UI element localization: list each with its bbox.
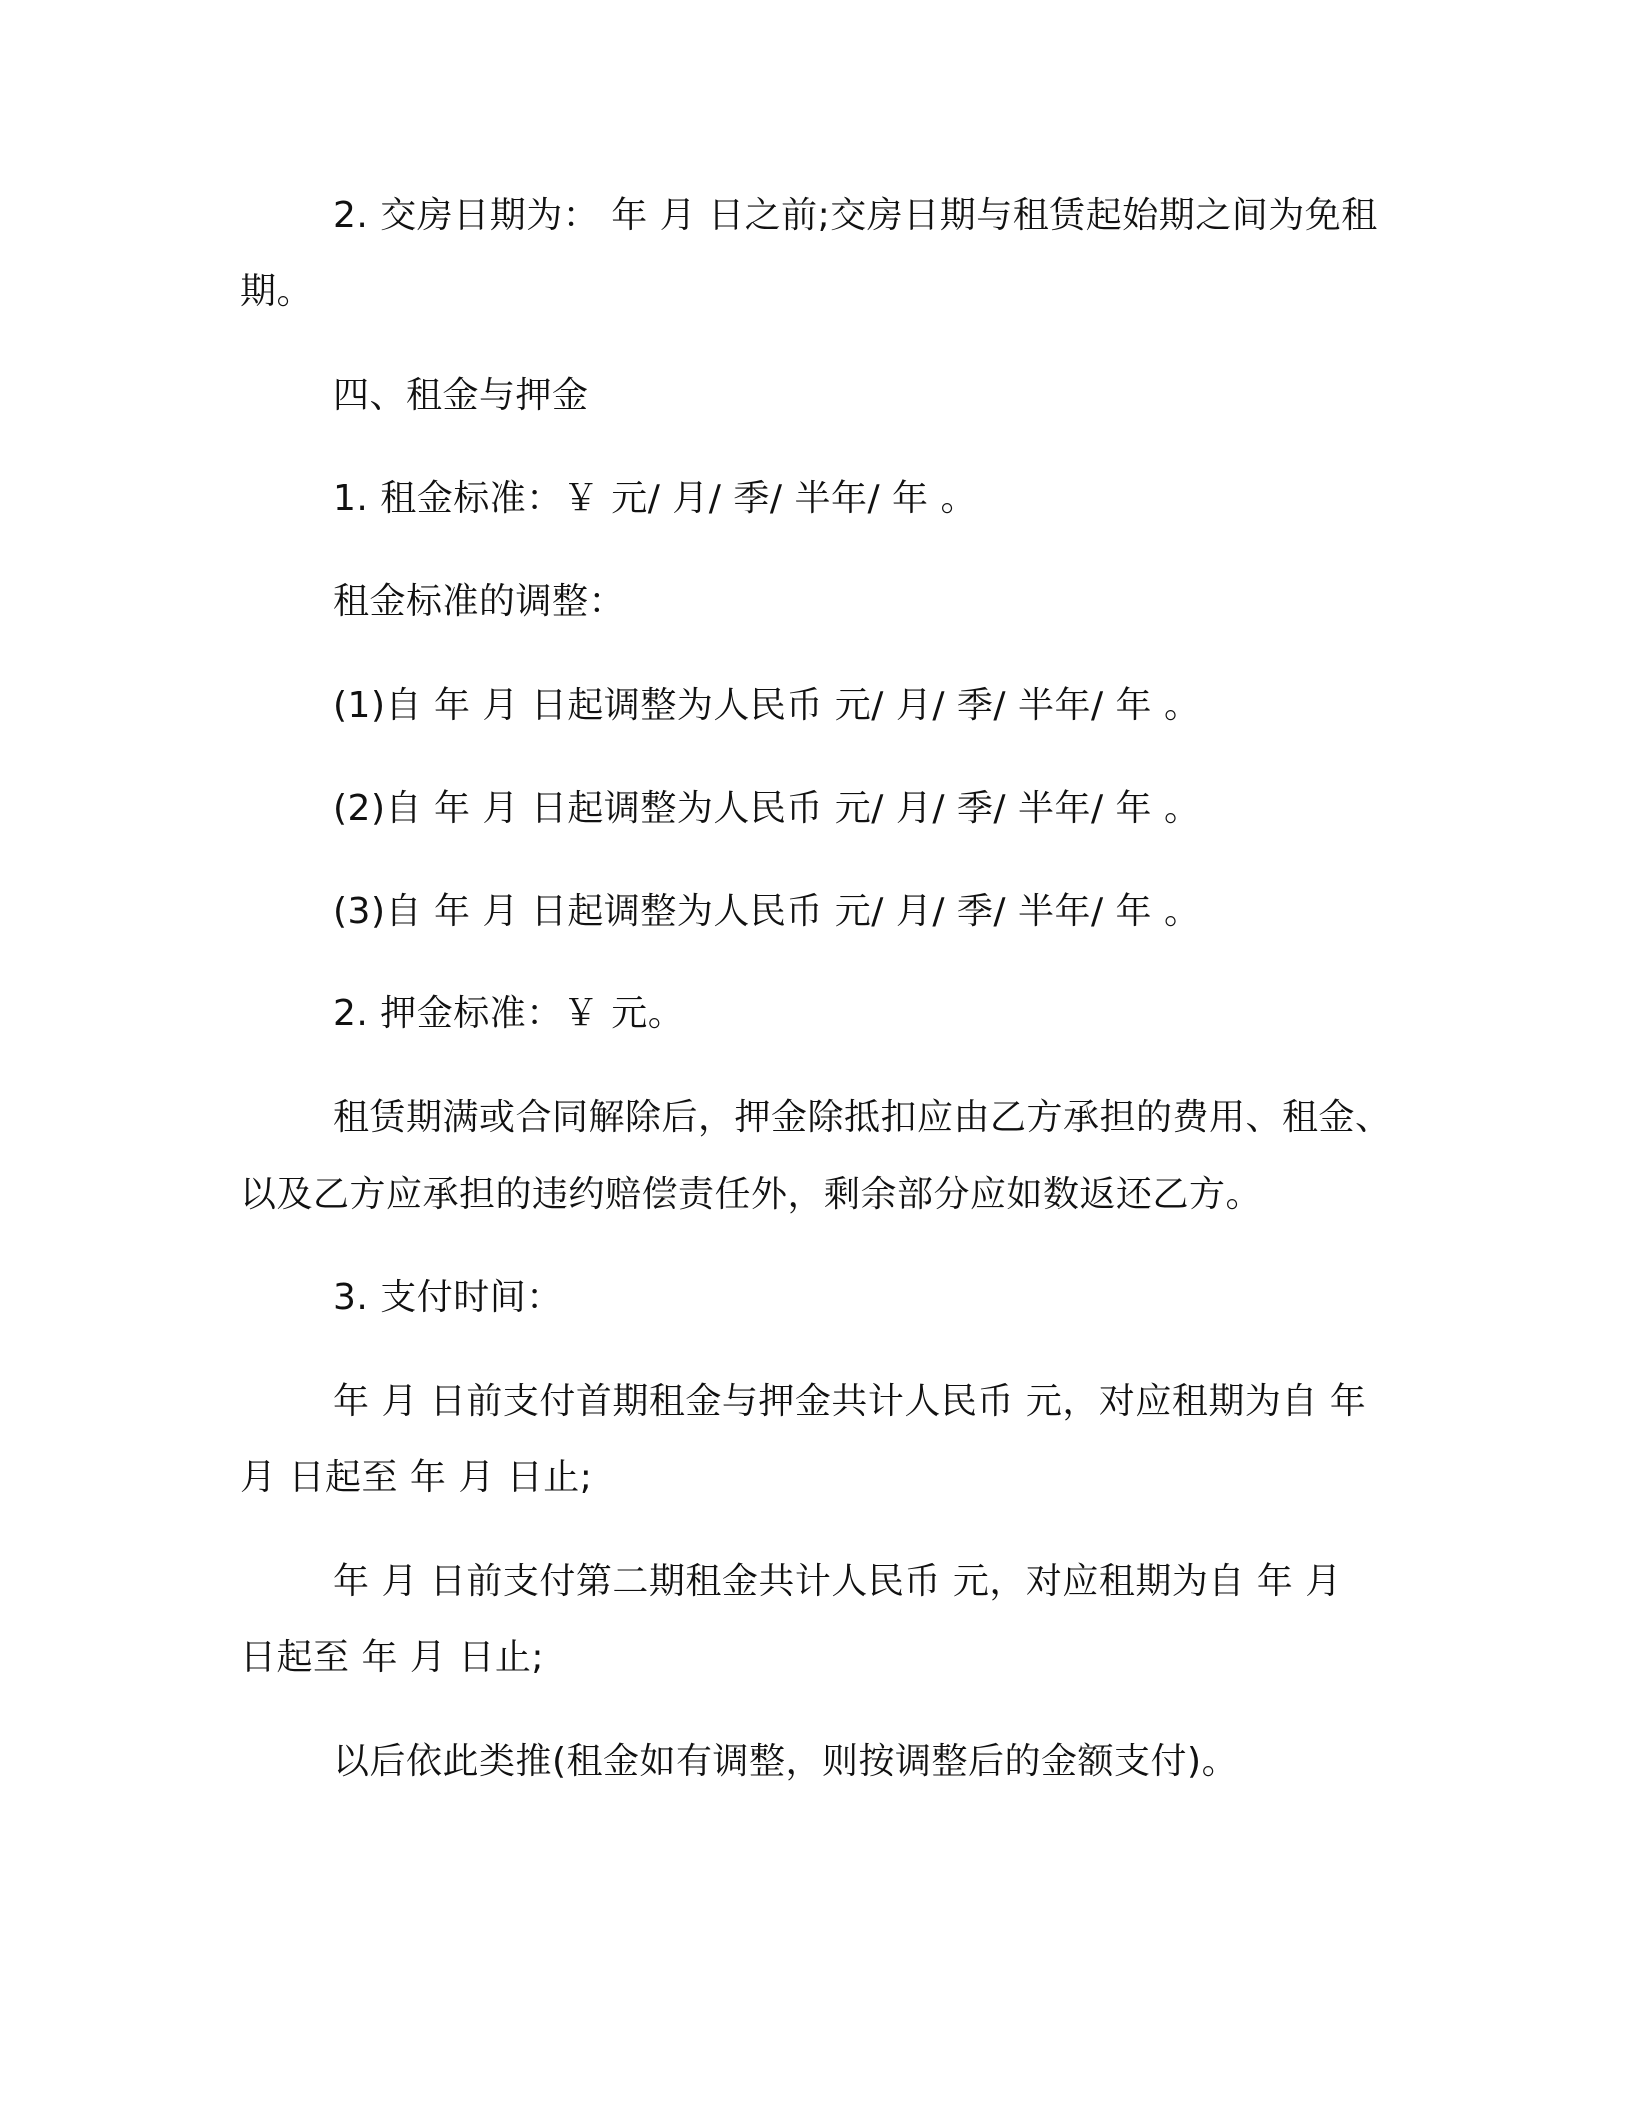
delivery-date-line-cont: 期。 <box>240 271 314 312</box>
deposit-return-line: 租赁期满或合同解除后，押金除抵扣应由乙方承担的费用、租金、 <box>333 1097 1392 1138</box>
payment-time-heading: 3. 支付时间： <box>333 1277 563 1318</box>
deposit-return-line-cont: 以及乙方应承担的违约赔偿责任外，剩余部分应如数返还乙方。 <box>240 1174 1263 1215</box>
subsequent-payment-line: 以后依此类推(租金如有调整，则按调整后的金额支付)。 <box>333 1741 1239 1782</box>
rent-adjustment-item-2: (2)自 年 月 日起调整为人民币 元/ 月/ 季/ 半年/ 年 。 <box>333 788 1201 829</box>
second-payment-line: 年 月 日前支付第二期租金共计人民币 元，对应租期为自 年 月 <box>333 1561 1342 1602</box>
first-payment-line: 年 月 日前支付首期租金与押金共计人民币 元，对应租期为自 年 <box>333 1381 1367 1422</box>
rent-adjustment-item-1: (1)自 年 月 日起调整为人民币 元/ 月/ 季/ 半年/ 年 。 <box>333 685 1201 726</box>
first-payment-line-cont: 月 日起至 年 月 日止; <box>240 1457 593 1498</box>
rent-adjustment-item-3: (3)自 年 月 日起调整为人民币 元/ 月/ 季/ 半年/ 年 。 <box>333 891 1201 932</box>
rent-standard-line: 1. 租金标准：￥ 元/ 月/ 季/ 半年/ 年 。 <box>333 478 977 519</box>
deposit-standard-line: 2. 押金标准：￥ 元。 <box>333 993 685 1034</box>
delivery-date-line: 2. 交房日期为： 年 月 日之前;交房日期与租赁起始期之间为免租 <box>333 195 1378 236</box>
second-payment-line-cont: 日起至 年 月 日止; <box>240 1637 544 1678</box>
rent-adjustment-heading: 租金标准的调整： <box>333 581 626 622</box>
section-heading-rent-deposit: 四、租金与押金 <box>333 375 589 416</box>
